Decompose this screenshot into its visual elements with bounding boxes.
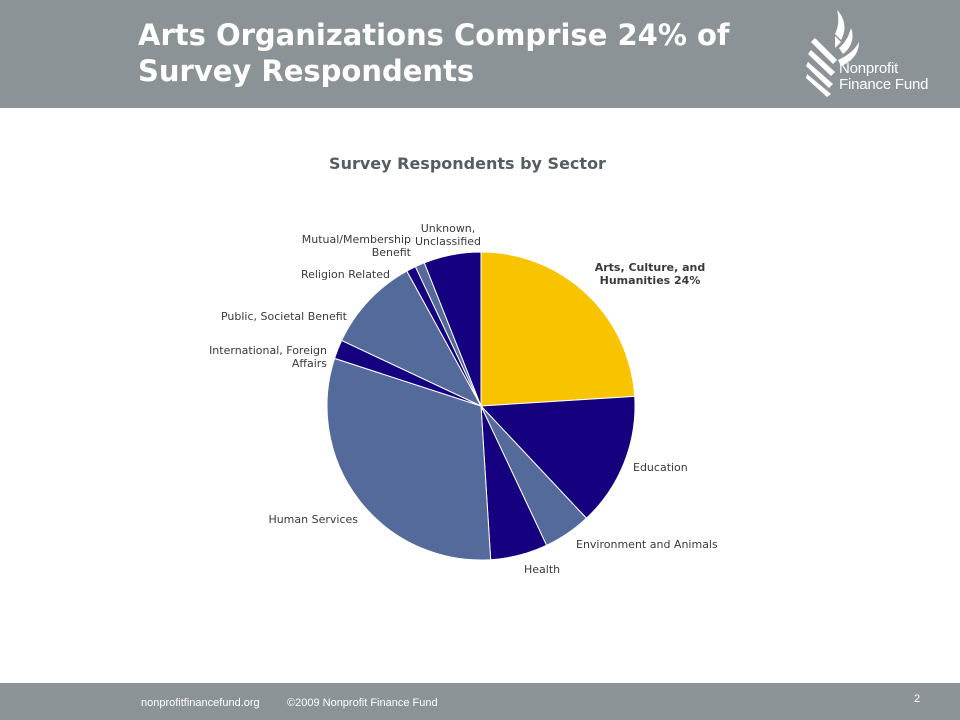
pie-label-line: Unknown, [420,222,476,235]
slide-title-line1: Arts Organizations Comprise 24% of [138,18,730,52]
pie-label-line: Public, Societal Benefit [220,310,347,323]
logo-line2: Finance Fund [839,76,929,93]
pie-label-line: International, Foreign [209,344,327,357]
pie-label-unknown-unclassified [415,222,481,248]
pie-label-line: Education [633,461,688,474]
pie-label-environment-and-animals [576,538,718,551]
pie-slices [327,252,635,560]
pie-label-line: Health [524,563,561,576]
pie-label-line: Human Services [268,513,358,526]
pie-label-education [633,461,688,474]
pie-label-line: Humanities 24% [599,274,701,287]
pie-label-religion-related [301,268,390,281]
pie-label-mutual-membership-benefit [302,233,412,259]
pie-label-health [524,563,560,576]
pie-label-line: Environment and Animals [576,538,718,551]
pie-label-line: Mutual/Membership [301,233,411,246]
pie-label-line: Benefit [371,246,411,259]
pie-label-human-services [268,513,358,526]
pie-label-international-foreign-affairs [209,344,327,370]
footer-url[interactable]: nonprofitfinancefund.org [141,697,260,709]
pie-label-line: Religion Related [300,268,390,281]
chart-title: Survey Respondents by Sector [329,154,606,173]
pie-label-public-societal-benefit [221,310,348,323]
pie-label-line: Affairs [291,357,327,370]
slide-title-line2: Survey Respondents [138,54,475,88]
page-number: 2 [914,693,921,705]
footer-bar [0,683,960,720]
pie-label-line: Arts, Culture, and [594,261,706,274]
pie-label-line: Unclassified [414,235,482,248]
pie-label-arts-culture-and-humanities [595,261,706,287]
logo-line1: Nonprofit [839,60,899,77]
footer-copyright: ©2009 Nonprofit Finance Fund [287,697,438,709]
